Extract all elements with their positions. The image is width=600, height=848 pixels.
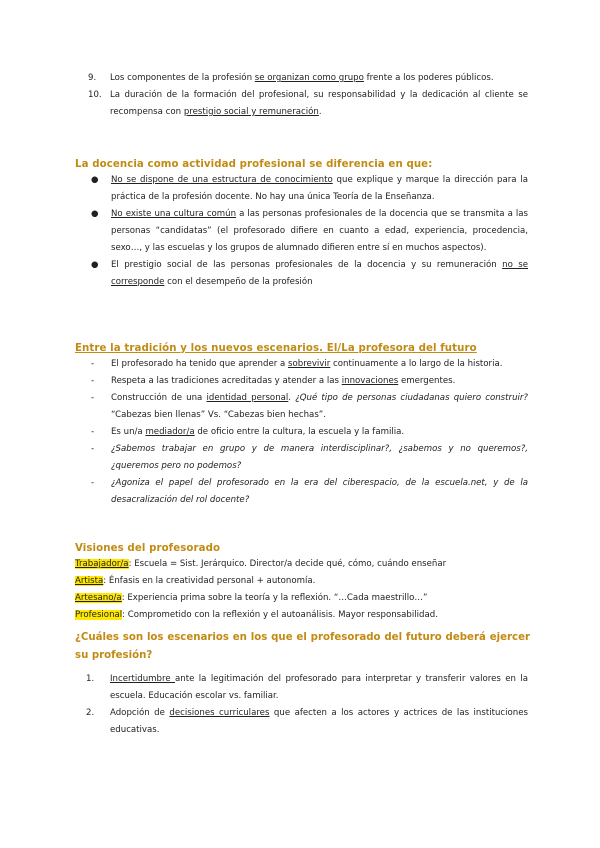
- item-text: .: [318, 107, 322, 117]
- vision-text: : Escuela = Sist. Jerárquico. Director/a decide qué, cómo, cuándo enseñar: [128, 559, 447, 569]
- item-text: El prestigio social de las personas profesionales de la docencia y su remuneración: [111, 260, 503, 270]
- list-item: [88, 70, 528, 87]
- underlined-text: No existe una cultura común: [111, 209, 237, 219]
- dash-marker: -: [91, 359, 95, 369]
- item-text: que afecten a los actores y actrices de las instituciones educativas.: [110, 708, 528, 735]
- dash-marker: -: [91, 393, 95, 403]
- highlighted-label: Artista: [75, 576, 104, 586]
- section-heading: La docencia como actividad profesional se diferencia en que:: [75, 159, 433, 170]
- item-text: ante la legitimación del profesorado para interpretar y transferir valores en la escuela. Educación escolar vs. familiar.: [110, 674, 528, 701]
- top-numbered-list: [88, 70, 528, 121]
- list-item: [86, 671, 528, 705]
- item-text: con el desempeño de la profesión: [164, 277, 313, 287]
- list-item: [91, 172, 528, 206]
- item-text: Construcción de una: [111, 393, 207, 403]
- item-text: emergentes.: [398, 376, 456, 386]
- item-text: Los componentes de la profesión: [110, 73, 255, 83]
- list-item: [88, 87, 528, 121]
- underlined-text: decisiones curriculares: [169, 708, 270, 718]
- item-text: .: [288, 393, 296, 403]
- section-heading: ¿Cuáles son los escenarios en los que el profesorado del futuro deberá ejercer su profesión?: [75, 632, 530, 661]
- list-item: [91, 257, 528, 291]
- bullet-icon: ●: [91, 209, 99, 219]
- item-text: continuamente a lo largo de la historia.: [330, 359, 503, 369]
- underlined-text: No se dispone de una estructura de conocimiento: [111, 175, 333, 185]
- underlined-text: innovaciones: [341, 376, 399, 386]
- list-item: [91, 475, 528, 509]
- list-item: [91, 441, 528, 475]
- underlined-text: sobrevivir: [288, 359, 331, 369]
- highlighted-label: Trabajador/a: [75, 559, 129, 569]
- underlined-text: Incertidumbre: [110, 674, 176, 684]
- vision-row: [75, 590, 525, 607]
- section-heading: Visiones del profesorado: [75, 543, 221, 554]
- italic-question: ¿Agoniza el papel del profesorado en la era del ciberespacio, de la escuela.net, y de la desacralización del rol docente?: [111, 478, 528, 505]
- item-number: 1.: [86, 674, 95, 684]
- bullet-icon: ●: [91, 260, 99, 270]
- highlighted-label: Artesano/a: [75, 593, 122, 603]
- highlighted-label: Profesional: [75, 610, 123, 620]
- item-text: frente a los poderes públicos.: [363, 73, 494, 83]
- underlined-text: identidad personal: [206, 393, 289, 403]
- item-number: 10.: [88, 90, 102, 100]
- dash-marker: -: [91, 376, 95, 386]
- item-number: 2.: [86, 708, 95, 718]
- section-heading: Entre la tradición y los nuevos escenarios. El/La profesora del futuro: [75, 343, 477, 354]
- vision-text: : Énfasis en la creatividad personal + autonomía.: [103, 576, 316, 586]
- vision-text: : Experiencia prima sobre la teoría y la reflexión. “…Cada maestrillo…”: [121, 593, 428, 603]
- item-text: Es un/a: [111, 427, 146, 437]
- dash-marker: -: [91, 478, 95, 488]
- scenarios-list: [86, 671, 528, 739]
- vision-row: [75, 556, 525, 573]
- item-text: Respeta a las tradiciones acreditadas y atender a las: [111, 376, 342, 386]
- italic-question: ¿Sabemos trabajar en grupo y de manera interdisciplinar?, ¿sabemos y no queremos?, ¿queremos pero no podemos?: [111, 444, 528, 471]
- visions-list: [75, 556, 525, 624]
- vision-text: : Comprometido con la reflexión y el autoanálisis. Mayor responsabilidad.: [122, 610, 438, 620]
- underlined-text: no se corresponde: [111, 260, 528, 287]
- item-text: El profesorado ha tenido que aprender a: [111, 359, 289, 369]
- item-text: que explique y marque la dirección para la práctica de la profesión docente. No hay una única Teoría de la Enseñanza.: [111, 175, 529, 202]
- item-text: a las personas profesionales de la docencia que se transmita a las personas “candidatas” (el profesorado difiere en cuanto a edad, experiencia, procedencia, sexo…, y las escuelas y los grupos de alumnado difieren entre sí en muchos aspectos).: [111, 209, 528, 253]
- dash-marker: -: [91, 427, 95, 437]
- bullet-list: [91, 172, 528, 291]
- underlined-text: prestigio social y remuneración: [183, 107, 319, 117]
- list-item: [86, 705, 528, 739]
- vision-row: [75, 573, 525, 590]
- item-text: de oficio entre la cultura, la escuela y la familia.: [194, 427, 405, 437]
- dash-marker: -: [91, 444, 95, 454]
- underlined-text: mediador/a: [145, 427, 195, 437]
- item-text: “Cabezas bien llenas” Vs. “Cabezas bien hechas”.: [111, 410, 326, 420]
- list-item: [91, 424, 528, 441]
- list-item: [91, 206, 528, 257]
- dash-list: [91, 356, 528, 509]
- vision-row: [75, 607, 525, 624]
- item-number: 9.: [88, 73, 97, 83]
- underlined-text: se organizan como grupo: [254, 73, 364, 83]
- item-text: Adopción de: [110, 708, 170, 718]
- list-item: [91, 356, 528, 373]
- list-item: [91, 373, 528, 390]
- list-item: [91, 390, 528, 424]
- item-text: La duración de la formación del profesional, su responsabilidad y la dedicación al cliente se recompensa con: [110, 90, 528, 117]
- italic-question: ¿Qué tipo de personas ciudadanas quiero construir?: [295, 393, 528, 403]
- bullet-icon: ●: [91, 175, 99, 185]
